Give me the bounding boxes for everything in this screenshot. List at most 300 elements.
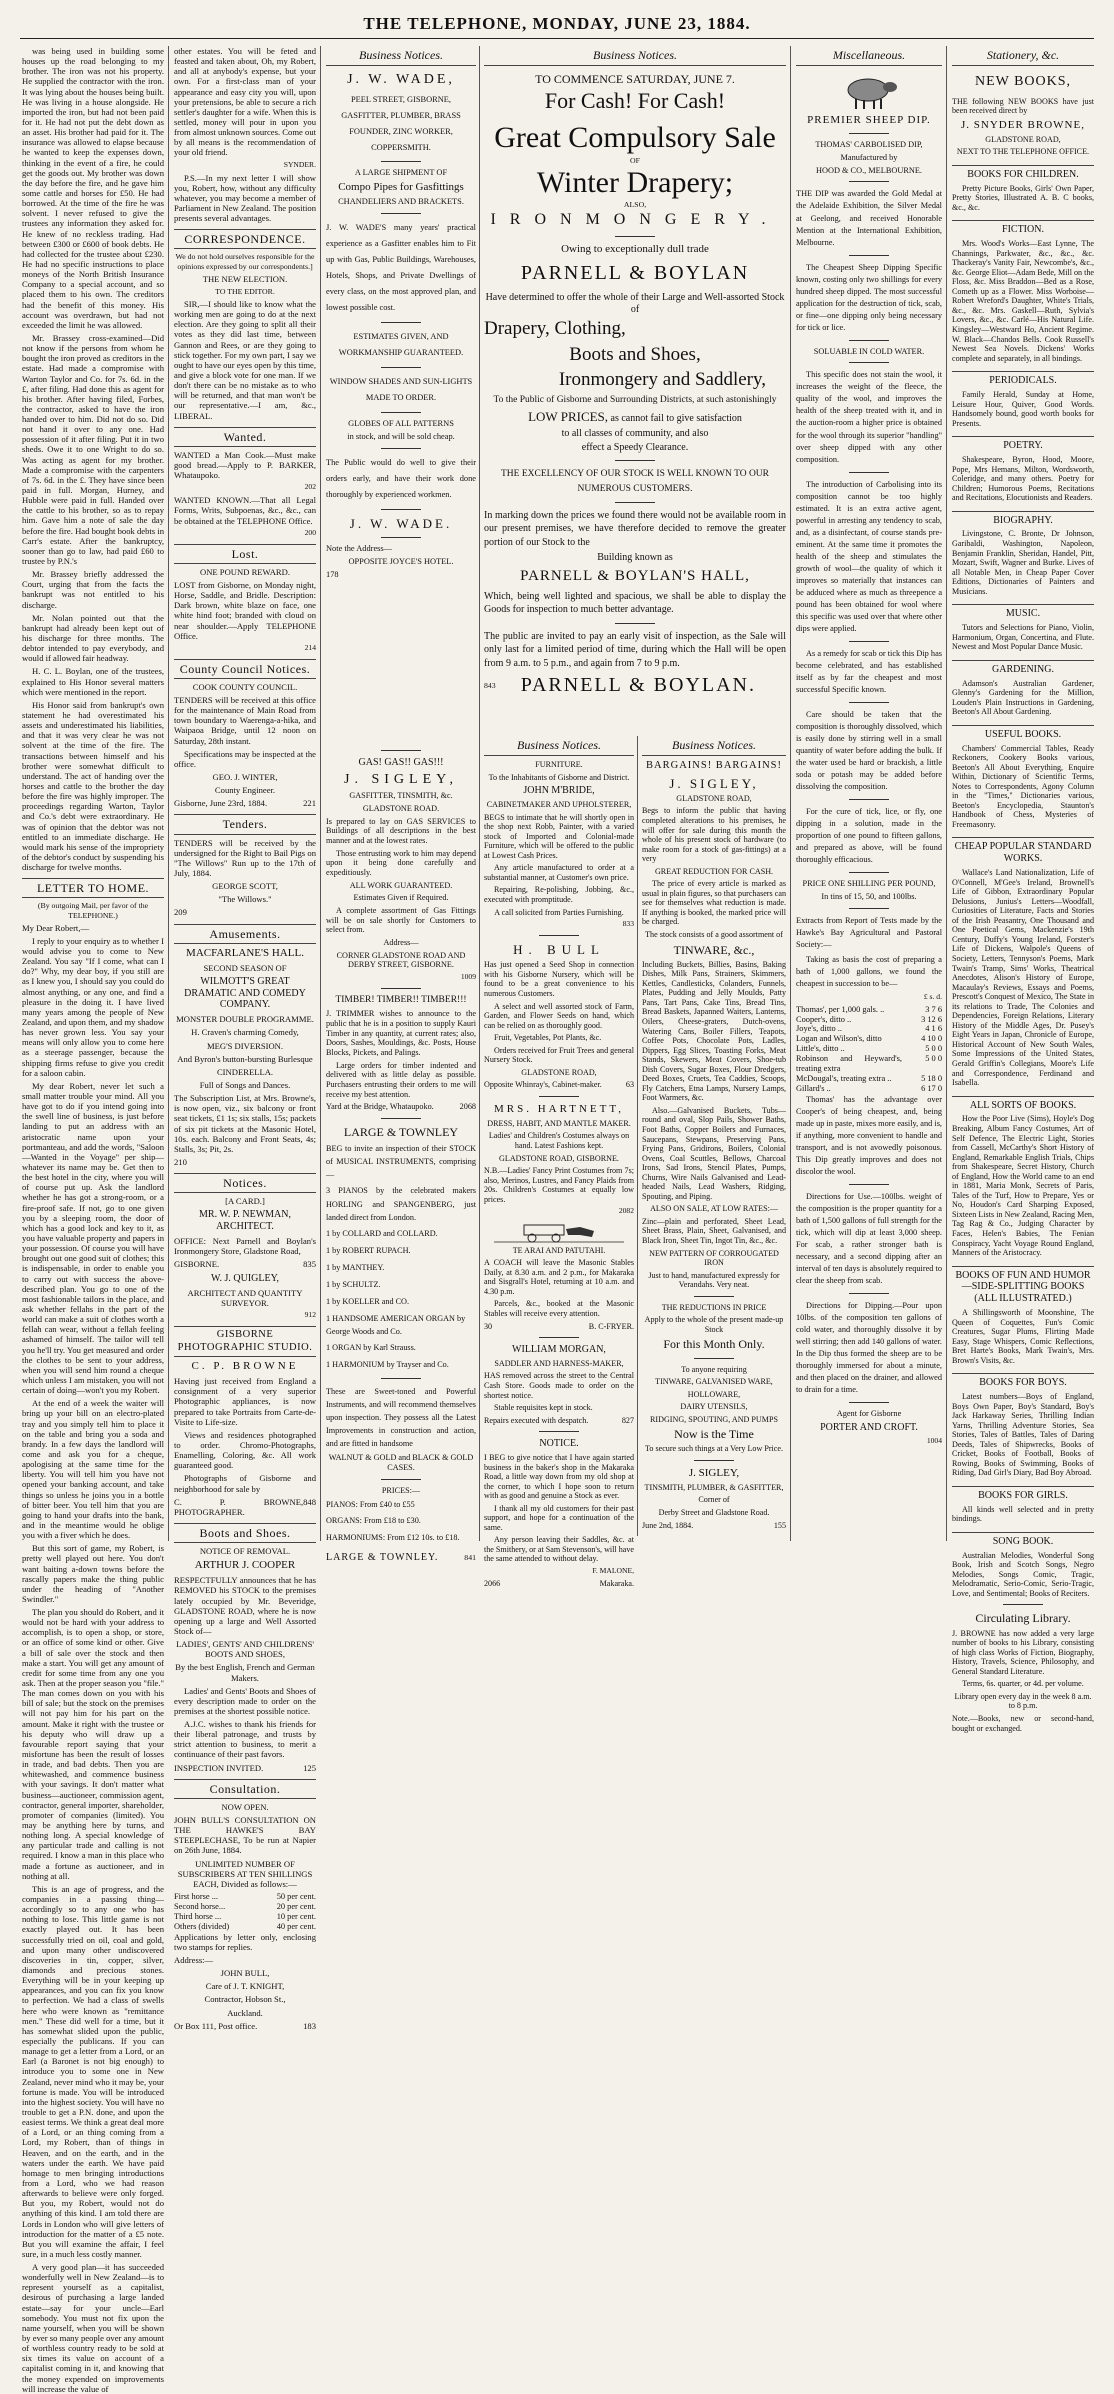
divider — [694, 1296, 734, 1297]
paragraph: Directions for Dipping.—Pour upon 10lbs. of the composition ten gallons of cold water, and thoroughly dissolve it by well stirring; then add 140 gallons of water. In the Dip thus formed the sheep are to be thoroughly immersed for about a minute, and then placed on the drainer, and allowed to drain for a time. — [796, 1301, 942, 1395]
advert-line: ALL WORK GUARANTEED. — [349, 880, 453, 890]
book-section-heading: BOOKS FOR BOYS. — [952, 1373, 1094, 1389]
advert-line: Corner of — [698, 1495, 730, 1505]
advert-line: DAIRY UTENSILS, — [680, 1402, 748, 1412]
prize-list — [174, 1892, 316, 1932]
advert-line: to all classes of community, and also — [561, 427, 709, 439]
divider — [381, 1118, 421, 1119]
advert-footer — [174, 1497, 316, 1517]
advert-title: Circulating Library. — [975, 1611, 1071, 1626]
column-heading: Business Notices. — [326, 46, 476, 66]
advert: Repairing, Re-polishing, Jobbing, &c., executed with promptitude. — [484, 885, 634, 904]
advert-line: To anyone requiring — [681, 1364, 747, 1374]
cost-value: 3 12 6 — [921, 1014, 942, 1024]
cost-name: Little's, ditto .. — [796, 1044, 845, 1054]
advert-line: Building known as — [597, 552, 673, 564]
cost-value: 5 18 0 — [921, 1073, 942, 1083]
advert-ref: 155 — [773, 1520, 786, 1530]
advert-title: MRS. HARTNETT, — [493, 1102, 625, 1115]
advert-line: By the best English, French and German Makers. — [175, 1662, 315, 1683]
advert: JOHN BULL'S CONSULTATION ON THE HAWKE'S BAY STEEPLECHASE, To be run at Napier on 26th June, 1884. — [174, 1815, 316, 1856]
advert-title: ONE POUND REWARD. — [200, 566, 290, 577]
advert-ref: 833 — [622, 919, 634, 929]
advert-line: To the Public of Gisborne and Surrounding Districts, at such astonishingly — [493, 394, 777, 405]
divider — [539, 935, 579, 936]
advert-line: Estimates Given if Required. — [353, 893, 449, 903]
advert-footer — [326, 1552, 476, 1564]
drapery-sale-advert — [484, 46, 786, 736]
advert-footer — [484, 1579, 634, 1589]
advert-ref: 912 — [304, 1310, 316, 1320]
advert-line: H. Craven's charming Comedy, — [191, 1027, 299, 1038]
book-sections — [952, 165, 1094, 1599]
advert-title: Drapery, Clothing, — [484, 318, 626, 340]
advert: RESPECTFULLY announces that he has REMOVED his STOCK to the premises lately occupied by Mr. Beveridge, GLADSTONE ROAD, where he is now opening up a large and Well Assorted Stock of— — [174, 1575, 316, 1636]
advert-ref: 202 — [304, 482, 316, 492]
divider — [381, 1479, 421, 1480]
paragraph: My dear Robert, never let such a small matter trouble your mind. All you have got to do if you intend going into the swell line of business, is just before landing to put an address with an aristocratic name upon your portmanteau, and add the words, "Saloon—Wanted in the Voyage" per ship—whatever its name may be. Get then to the best hotel in the city, where you will of course put up. Ask the landlord whether he has got a strong-room, or a fire-proof safe. If not, go to one given you by a sleeping room, the door of which has a good lock and key to it, as you have valuable property and papers in your possession. Of course you will have brought out one good suit of clothes; this is indispensable, in order to enable you to carry out with success the above-described plan. You go to one of the most fashionable tailors in the place, and ask whether fellahs in the part of the world can make a suit of clothes worth a fellah can wear, without a fellah feeling ashamed of himself. The tailor will tell you he'll try. You get measured and order the clothes to be sent to your address, when you will send him round a cheque which unless I am mistaken, you will not certain of doing—won't you my Robert. — [22, 1080, 164, 1396]
prize-amount: 20 per cent. — [276, 1901, 316, 1911]
divider — [381, 988, 421, 989]
advert-line: RIDGING, SPOUTING, AND PUMPS — [650, 1414, 778, 1424]
paragraph: At the end of a week the waiter will bring up your bill on an electro-plated tray and you simply tell him to place it on the table and bring you a soda and brandy. In a few days the landlord will come and ask you for a cheque, apologising at the same time for the liberty. You will tell him you have not opened your banking account, and take things so unless he joins you in a bottle of bitter beer. You tell him that you are going to hand your drafts into the bank, and in the meantime would he oblige you with a fiver which he does. — [22, 1398, 164, 1541]
advert: J. W. WADE'S many years' practical experience as a Gasfitter enables him to Fit up with Gas, Public Buildings, Warehouses, Hotels, Shops, and Private Dwellings of every class, on the most approved plan, and lowest possible cost. — [326, 223, 476, 313]
column-rule — [320, 46, 321, 1541]
divider — [615, 502, 655, 503]
advert-title: TIMBER! TIMBER!! TIMBER!!! — [335, 995, 467, 1006]
advert-line: CABINETMAKER AND UPHOLSTERER, — [486, 800, 632, 810]
advert-ref: 841 — [464, 1552, 476, 1562]
advert-title: TE ARAI AND PATUTAHI. — [512, 1245, 606, 1255]
advert-line: HOOD & CO., MELBOURNE. — [815, 165, 923, 175]
advert-title: Now is the Time — [674, 1427, 754, 1442]
cost-name: Logan and Wilson's, ditto — [796, 1034, 882, 1044]
advert-line: Address— — [383, 938, 419, 948]
advert-line: Makaraka. — [599, 1578, 634, 1588]
paragraph: A very good plan—it has succeeded wonderfully well in New Zealand—is to represent yourself as a capitalist, desirous of purchasing a large landed estate—say for your uncle—Earl somebody. You must not fix upon the name yourself, when you will be shown by ever so many people over any amount of worthless country ready to be sold at six times its value on account of a capitalist coming in it, and knowing that the money expended on improvements will increase the value of — [22, 2262, 164, 2394]
advert-line: Repairs executed with despatch. — [484, 1415, 589, 1425]
advert-title: C. P. BROWNE — [191, 1360, 299, 1373]
cost-row — [796, 1084, 942, 1094]
advert-line: Address:— — [174, 1954, 214, 1965]
book-section-heading: BIOGRAPHY. — [952, 511, 1094, 527]
advert-ref: 183 — [303, 2020, 316, 2031]
list-item: 1 by MANTHEY. — [326, 1262, 385, 1272]
advert-line: To secure such things at a Very Low Price. — [645, 1444, 783, 1454]
signature: F. MALONE, — [592, 1566, 634, 1576]
advert-title: MR. W. P. NEWMAN, ARCHITECT. — [199, 1209, 291, 1233]
divider — [615, 236, 655, 237]
advert-line: OF — [630, 155, 640, 165]
book-section-body: Latest numbers—Boys of England, Boys Own Paper, Boy's Standard, Boy's Jack Harkaway Series, Thrilling Indian Yarns, Thrilling Adventure Stories, Sea Stories, Tales of Battles, Tales of Daring Deeds, Tales of Shipwrecks, Books of Cricket, Books of Football, Books of Rowing, Books of Swimming, Books of Riding, Dad Girl's Diary, Bad Boy Abroad. — [952, 1392, 1094, 1478]
advert-line: CINDERELLA. — [216, 1066, 274, 1077]
column-rule — [637, 736, 638, 1536]
coach-body-shape — [524, 1225, 564, 1235]
section-heading: CORRESPONDENCE. — [174, 229, 316, 249]
advert: WANTED a Man Cook.—Must make good bread.—Apply to P. BARKER, Whataupoko. — [174, 449, 316, 481]
section-heading: LETTER TO HOME. — [22, 878, 164, 898]
paragraph: Taking as basis the cost of preparing a bath of 1,000 gallons, we found the cheapest in succession to be— — [796, 954, 942, 988]
prize-amount: 40 per cent. — [276, 1921, 316, 1931]
advert-ref: 214 — [304, 642, 316, 652]
paragraph: Extracts from Report of Tests made by the Hawke's Bay Agricultural and Pastoral Society:— — [796, 915, 942, 949]
advert-line: ALSO ON SALE, AT LOW RATES:— — [650, 1204, 778, 1214]
advert-title: Ironmongery and Saddlery, — [558, 369, 766, 391]
advert-footer — [174, 1763, 316, 1773]
advert: A COACH will leave the Masonic Stables Daily, at 8.30 a.m. and 2 p.m., for Makaraka and Sisgrall's Hotel, returning at 10 a.m. and 4.30 p.m. — [484, 1258, 634, 1296]
advert-line: Owing to exceptionally dull trade — [561, 243, 709, 256]
advert: The public are invited to pay an early visit of inspection, as the Sale will only last for a limited period of time, during which the Hall will be open from 9 a.m. to 5 p.m., and again from 7 to 9 p.m. — [484, 630, 786, 669]
advert-line: MONSTER DOUBLE PROGRAMME. — [176, 1014, 314, 1025]
book-section-body: Australian Melodies, Wonderful Song Book, Irish and Scotch Songs, Negro Melodies, Songs Comic, Tragic, Melodramatic, Serio-Comic, Serio-Tragic, Love, and Sentimental; Books of Reciters. — [952, 1550, 1094, 1598]
advert-footer — [484, 1322, 634, 1332]
paragraph: His Honor said from bankrupt's own statement he had overestimated his assets and underestimated his liabilities, and that it was very clear he was not solvent at the time of the fire. The transactions between himself and his brother were somewhat difficult to understand. The act of handing over the horses and cattle to the brother the day before the fire was highly improper. The proceedings regarding Warton, Taylor and Co.'s debt were extraordinary. He was of opinion that the debtor was not entitled to an immediate discharge. He would mark his sense of the impropriety of the debtor's conduct by suspending his discharge for twelve months. — [22, 699, 164, 873]
book-section-heading: POETRY. — [952, 436, 1094, 452]
advert-title: MACFARLANE'S HALL. — [186, 946, 304, 959]
advert-title: J. W. WADE. — [349, 515, 453, 531]
cost-value: 5 0 0 — [925, 1054, 942, 1064]
paragraph: was being used in building some houses up the road belonging to my brother. The iron was not his property. He supplied the contractor with the iron. It was lying about the houses being built. He was living in a house alongside. He imported the iron, but had not been paid for it. He had not put the debt down as an asset. His brother had paid for it. The insurance was allowed to elapse because he wanted to keep the expenses down, thinking in the event of a fire, he could get the goods out. My brother was down the day before the fire, and he gave him some cattle and horses for £50. He had borrowed. At the time of the fire he was solvent. I never refused to give the trustees any information they asked for. He knew of no reckless trading. Had between £300 or £600 of book debts. He had collected for the trustee about £230. He had no specific instructions to place moneys of the North British Insurance Company to a special account, and so placed them to his own. The creditors had the benefit of this money. His account was overdrawn, but had not exceeded the limit he was allowed. — [22, 46, 164, 330]
advert-title: NEW BOOKS, — [974, 74, 1072, 90]
cost-value: 4 10 0 — [921, 1034, 942, 1044]
divider — [539, 1337, 579, 1338]
book-section-heading: BOOKS FOR CHILDREN. — [952, 165, 1094, 181]
divider — [1003, 1604, 1043, 1605]
cost-name: Thomas', per 1,000 gals. .. — [796, 1004, 885, 1014]
advert-line: Terms, 6s. quarter, or 4d. per volume. — [962, 1679, 1084, 1689]
book-section-heading: BOOKS FOR GIRLS. — [952, 1486, 1094, 1502]
signature: B. C-FRYER. — [588, 1321, 634, 1331]
advert-ref: 209 — [174, 907, 187, 918]
divider — [849, 641, 889, 642]
advert-line: Contractor, Hobson St., — [204, 1994, 286, 2005]
advert-line: Note.—Books, new or second-hand, bought or exchanged. — [952, 1713, 1094, 1733]
advert: The price of every article is marked as usual in plain figures, so that purchasers can see for themselves what reduction is made. If anything is booked, the marked price will be charged. — [642, 879, 786, 927]
cost-row — [796, 1034, 942, 1044]
advert-ref: 2066 — [484, 1578, 501, 1588]
section-heading: Amusements. — [174, 924, 316, 944]
column-notices — [174, 46, 316, 2031]
cost-name: Cooper's, ditto .. — [796, 1014, 852, 1024]
advert-ref: 210 — [174, 1156, 187, 1167]
advert-line: Care of J. T. KNIGHT, — [205, 1981, 285, 1992]
divider — [849, 1184, 889, 1185]
paragraph: Thomas' has the advantage over Cooper's of being cheapest, and, being made up in paste, mixes more easily, and is, if anything, more convenient to handle and transport, and is not avowedly poisonous. This Dip greatly improves and does not discolor the wool. — [796, 1094, 942, 1176]
advert-footer — [484, 670, 786, 702]
advert: THE following NEW BOOKS have just been received direct by — [952, 96, 1094, 116]
sheep-body-shape — [848, 79, 888, 101]
section-heading: County Council Notices. — [174, 659, 316, 679]
advert-line: NEXT TO THE TELEPHONE OFFICE. — [956, 147, 1090, 157]
advert-line: LADIES', GENTS' AND CHILDRENS' BOOTS AND SHOES, — [176, 1639, 314, 1660]
advert-title: WILLIAM MORGAN, — [512, 1344, 606, 1356]
advert-footer — [174, 2021, 316, 2031]
cost-name: Joye's, ditto .. — [796, 1024, 842, 1034]
column-lower-adverts — [326, 744, 476, 1563]
prize-row — [174, 1892, 316, 1902]
advert: I BEG to give notice that I have again started business in the baker's shop in the Makaraka Road, a little way down from my old shop at the corner, to which I hope soon to return with as good and genuine a Stock as ever. — [484, 1453, 634, 1501]
book-section-body: Family Herald, Sunday at Home, Leisure Hour, Quiver, Good Words. Handsomely bound, good worth books for Presents. — [952, 389, 1094, 428]
advert: Orders received for Fruit Trees and general Nursery Stock. — [484, 1045, 634, 1065]
advert-line: DRESS, HABIT, AND MANTLE MAKER. — [487, 1118, 631, 1128]
advert-line: Apply to the whole of the present made-up Stock — [644, 1315, 784, 1334]
advert-line: GLADSTONE ROAD, — [676, 793, 752, 803]
signature: GEORGE SCOTT, — [212, 881, 278, 892]
column-heading: Stationery, &c. — [952, 46, 1094, 66]
advert-ref: 848 — [303, 1496, 316, 1507]
advert-line: GLADSTONE ROAD. — [362, 803, 440, 813]
advert-title: Compo Pipes for Gasfittings — [338, 181, 464, 194]
signature: GEO. J. WINTER, — [212, 772, 278, 783]
advert: A complete assortment of Gas Fittings will be on sale shortly for Customers to select from. — [326, 906, 476, 935]
masthead: THE TELEPHONE, MONDAY, JUNE 23, 1884. — [363, 14, 751, 33]
list-item: 1 by COLLARD and COLLARD. — [326, 1228, 438, 1238]
advert-line: GISBORNE. — [174, 1259, 220, 1270]
advert-title: NOTICE. — [539, 1438, 579, 1450]
column-rule — [946, 46, 947, 1541]
advert: I thank all my old customers for their past support, and hope for a continuation of the same. — [484, 1503, 634, 1532]
letter-to: TO THE EDITOR. — [215, 286, 275, 296]
advert: BEG to invite an inspection of their STOCK of MUSICAL INSTRUMENTS, comprising— — [326, 1144, 476, 1180]
advert-title: PARNELL & BOYLAN. — [520, 674, 756, 697]
advert: Just to hand, manufactured expressly for Verandahs. Very neat. — [648, 1270, 780, 1290]
divider — [381, 509, 421, 510]
divider — [539, 1096, 579, 1097]
advert: Ladies' and Children's Costumes always on hand. Latest Fashions kept. — [488, 1131, 630, 1150]
advert-title: J. SNYDER BROWNE, — [961, 118, 1085, 131]
cost-list — [796, 1005, 942, 1094]
paragraph: This is an age of progress, and the companies in a passing thing—accordingly so to any one who has nothing to lose. This little game is not exactly played out. It has been successfully tried on oil, coal and gold, and upon many other undiscovered discoveries in tin, copper, silver, diamonds and precious stones. Everything will be in your keeping up appearances, and you can fix you know to perfection. We had a class of swells here who were known as "remittance men." These did well for a time, but it has somewhat slided upon the public, especially the publicans. If you can manage to get a letter from a Lord, or an Earl (a Baronet is not big enough) to introduce you to some one in New Zealand, never mind who it may be, your fortune is made. You will be introduced into the highest society. You will have no trouble to get a P.N. done, and upon the easiest terms. We think a great deal more of a Lord, or an thing coming from a Lord, my Robert, than of things in Heaven, and on the earth, and in the waters under the earth. We have paid homage to men bringing introductions from a Lord, who we had reason afterwards to believe were only forged. But you, my Robert, would not do anything of this kind. I am told there are Lords in London who will give letters of introduction for the matter of a £5 note. But you will examine the affair, I feel sure, in a much less costly manner. — [22, 1883, 164, 2259]
advert: These are Sweet-toned and Powerful Instruments, and will recommend themselves upon inspection. They possess all the Latest Improvements in construction and action, and are fitted in handsome — [326, 1386, 476, 1449]
cost-name: McDougal's, treating extra .. — [796, 1073, 892, 1083]
advert-title: TINWARE, &c., — [673, 942, 755, 957]
advert-footer — [174, 798, 316, 808]
advert-ref: 2068 — [459, 1102, 476, 1112]
divider — [381, 213, 421, 214]
advert: The Public would do well to give their orders early, and have their work done thoroughly by experienced workmen. — [326, 457, 476, 499]
paragraph: Care should be taken that the composition is thoroughly dissolved, which is easily done by stirring well in a small quantity of water before adding the bulk. If the water used be hard or brackish, a little soda or potash may be added before dissolving the composition. — [796, 709, 942, 791]
advert-title: PORTER AND CROFT. — [820, 1421, 918, 1433]
cost-value: 3 7 6 — [925, 1004, 942, 1014]
paragraph: For the cure of tick, lice, or fly, one dipping in a solution, made in the proportion of one pound to fifteen gallons, and prepared as above, will be found thoroughly efficacious. — [796, 806, 942, 864]
advert-line: OPPOSITE JOYCE'S HOTEL. — [348, 556, 454, 566]
advert-title: LARGE & TOWNLEY. — [326, 1551, 439, 1563]
advert-ref: 843 — [484, 681, 496, 691]
book-section-body: Tutors and Selections for Piano, Violin, Harmonium, Organ, Concertina, and Flute. Newest and Most Popular Dance Music. — [952, 623, 1094, 652]
divider — [849, 181, 889, 182]
cost-row — [796, 1054, 942, 1074]
advert-line: Yard at the Bridge, Whataupoko. — [326, 1102, 434, 1112]
advert-title: ARTHUR J. COOPER — [194, 1559, 296, 1572]
column-rule — [790, 46, 791, 1541]
advert: Applications by letter only, enclosing two stamps for replies. — [174, 1931, 316, 1952]
advert: BEGS to intimate that he will shortly open in the shop next Robb, Painter, with a varied stock of Imported and Colonial-made Furniture, which will be offered to the public at Lowest Cash Prices. — [484, 812, 634, 860]
advert-title: J. SIGLEY, — [688, 1466, 740, 1479]
advert-line: PRICE ONE SHILLING PER POUND, — [802, 879, 936, 888]
paragraph: The plan you should do Robert, and it would not be hard with your address to accomplish, is to open a shop, or store, or an office of some kind or other. Give a bill of sale over the stock and then make a start. You will get any amount of credit for some time from any one you ask. Then at the proper season you "file." The man comes down on you with his bill of sale; but the stock on the premises will not pay him for his part on the amount. Make it right with the trustee or his deputy who will draw up a favourable report saying that your misfortune has been the result of losses in trade, and bad debts. Then you are whitewashed, and commence business with your savings. It don't matter what business—auctioneer, commission agent, contractor, general importer, shareholder, promoter of companies (limited). You may be anything here by turns, and nothing long. A special knowledge of any particular trade and calling is not required. I know a man in this place who made a fortune as auctioneer, and in nothing at all. — [22, 1607, 164, 1881]
advert-title: PREMIER SHEEP DIP. — [807, 114, 931, 127]
cost-row — [796, 1015, 942, 1025]
divider — [849, 702, 889, 703]
book-section-body: Wallace's Land Nationalization, Life of O'Connell, M'Gee's Ireland, Brownell's Life of Gibbon, Extraordinary Popular Delusions, Junius's Letters—Woodfall, Curiosities of Literature, Facts and Stories of the Irish Peasantry, One Thousand and One Poetical Gems, Mackenzie's 19th Century, Duffy's Young Ireland, Forster's Life of Dickens, Walpole's Queens of Society, Letters, Tennyson's Poems, Mark Twain's Tramp, Sims' Works, Theatrical Anecdotes, Alison's History of Europe, Macaulay's Reviews, Essays and Poems, Prescott's Conquest of Mexico, The State in its relations to Trade, The Colonies and Dependencies, Foreign Relations, Literary History of the Middle Ages, Dr. Pusey's Eight Years in Japan, Chronicle of Europe, Historical Account of New South Wales, Some Impressions of the United States, Gerald Griffin's Collegians, Moore's Life and Correspondence, Ferdinand and Isabella. — [952, 868, 1094, 1088]
advert-title: IRONMONGERY. — [490, 211, 780, 229]
paragraph: The introduction of Carbolising into its composition cannot be too highly estimated. It is an extra active agent, powerful in arresting any tendency to scab, and, as a disinfectant, of course stands pre-eminent. At the same time it promotes the health of the sheep and stimulates the growth of wool—the quality of which it improves so materially that instances can be adduced where as much as threepence a pound has been obtained for wool where this specific was used over that where other dips were applied. — [796, 479, 942, 633]
advert-line: GASFITTER, TINSMITH, &c. — [349, 791, 453, 801]
book-section-heading: USEFUL BOOKS. — [952, 725, 1094, 741]
paragraph: But this sort of game, my Robert, is pretty well played out here. You don't want baiting a-down towns before the rascally papers make the thing public under the heading of "Another Swindler." — [22, 1543, 164, 1604]
prize-label: Second horse... — [174, 1901, 226, 1911]
advert-title: J. SIGLEY, — [344, 771, 458, 787]
advert-title: J. W. WADE, — [347, 72, 455, 88]
advert: Stable requisites kept in stock. — [494, 1403, 593, 1413]
divider — [849, 133, 889, 134]
divider — [849, 799, 889, 800]
list-item: 1 HARMONIUM by Trayser and Co. — [326, 1359, 449, 1369]
divider — [381, 412, 421, 413]
advert: Is prepared to lay on GAS SERVICES to Buildings of all descriptions in the best manner and at the lowest rates. — [326, 816, 476, 845]
advert-line: CORNER GLADSTONE ROAD AND DERBY STREET, GISBORNE. — [336, 950, 466, 970]
advert-footer — [484, 1080, 634, 1090]
advert-ref: 1009 — [460, 972, 476, 982]
column-court-report — [22, 46, 164, 2394]
divider — [381, 448, 421, 449]
advert-title: FURNITURE. — [535, 760, 583, 770]
paragraph: Mr. Nolan pointed out that the bankrupt had already been kept out of his discharge for three months. The debtor intended to pay everybody, and would if allowed fair headway. — [22, 612, 164, 664]
paragraph: THE DIP was awarded the Gold Medal at the Adelaide Exhibition, the Silver Medal at Geelong, and received Honorable Mention at the International Exhibition, Melbourne. — [796, 189, 942, 247]
advert: Ladies' and Gents' Boots and Shoes of every description made to order on the premises at the shortest possible notice. — [174, 1685, 316, 1716]
cost-value: 6 17 0 — [921, 1083, 942, 1093]
section-heading: Boots and Shoes. — [174, 1523, 316, 1543]
advert-line: PRICES:— — [381, 1485, 421, 1495]
advert-footer — [642, 1521, 786, 1531]
advert-line: INSPECTION INVITED. — [174, 1762, 264, 1773]
section-heading: Notices. — [174, 1173, 316, 1193]
advert: In marking down the prices we found there would not be available room in our present premises, we have therefore decided to remove the greater portion of our Stock to the — [484, 509, 786, 548]
paragraph: Mr. Brassey briefly addressed the Court, urging that from the facts the bankrupt was not entitled to his discharge. — [22, 569, 164, 610]
divider — [381, 537, 421, 538]
prize-label: First horse ... — [174, 1892, 218, 1902]
advert: Including Buckets, Billies, Basins, Baking Dishes, Milk Pans, Strainers, Skimmers, Kettles, Candlesticks, Colanders, Funnels, Plates, Pudding and Jelly Moulds, Patty Pans, Tart Pans, Cake Tins, Bread Tins, Bread Baskets, Japanned Waiters, Lanterns, Oilers, Cheese-graters, Dutch-ovens, Watering Cans, Boiler Fillers, Teapots, Coffee Pots, Chocolate Pots, Ladles, Dippers, Egg Slices, Toasting Forks, Meat Stands, Skewers, Meat Covers, Shoe-tub Dish Covers, Sugar Boxes, Flour Dredgers, Deed Boxes, Cruets, Tea Caddies, Scoops, Fly Catchers, Etna Lamps, Nursery Lamps, Foot Warmers, &c. — [642, 959, 786, 1103]
advert: Having just received from England a consignment of a very superior Photographic appliances, is now prepared to take Portraits from Carte-de-Visite to Life-size. — [174, 1376, 316, 1427]
advert-line: PEEL STREET, GISBORNE, — [350, 94, 452, 104]
coach-illustration — [484, 1219, 634, 1243]
list-item: ORGANS: From £18 to £30. — [326, 1516, 421, 1526]
cost-value: 4 1 6 — [925, 1024, 942, 1034]
advert-line: as cannot fail to give satisfaction — [610, 412, 742, 424]
advert-line: GREAT REDUCTION FOR CASH. — [654, 866, 774, 876]
advert-line: ALSO, — [623, 200, 647, 210]
prize-row — [174, 1902, 316, 1912]
signature: SYNDER. — [283, 159, 316, 169]
cost-row — [796, 1005, 942, 1015]
advert: The Subscription List, at Mrs. Browne's, is now open, viz., six balcony or front seat tickets, £1 1s; six stalls, 15s; packets of six pit tickets at the Masonic Hotel, 10s. each. Balcony and Front Seats, 4s; Stalls, 3s; Pit, 2s. — [174, 1093, 316, 1154]
advert: Any person leaving their Saddles, &c. at the Smithery, or at Sam Stevenson's, will have the same attended to without delay. — [484, 1535, 634, 1564]
advert-footer — [326, 1102, 476, 1112]
advert: Begs to inform the public that having completed alterations to his premises, he will offer for sale during this month the whole of his present stock of hardware (to make room for a stock of gas-fittings) at a very — [642, 806, 786, 864]
book-section-heading: ALL SORTS OF BOOKS. — [952, 1096, 1094, 1112]
advert-line: NEW PATTERN OF CORROUGATED IRON — [649, 1248, 779, 1268]
advert: TENDERS will be received at this office for the maintenance of Main Road from town boundary to Waerenga-a-hika, and Waipaoa Bridge, until 12 noon on Saturday, 28th instant. — [174, 695, 316, 746]
paragraph: P.S.—In my next letter I will show you, Robert, how, without any difficulty whatever, you may become a member of Parliament in New Zealand. The position presents several advantages. — [174, 172, 316, 224]
book-section-heading: GARDENING. — [952, 660, 1094, 676]
advert-line: Derby Street and Gladstone Road. — [658, 1508, 770, 1518]
advert-line: SECOND SEASON OF — [203, 962, 287, 973]
advert: A.J.C. wishes to thank his friends for their liberal patronage, and trusts by strict attention to business, to merit a continuance of their past favors. — [174, 1719, 316, 1760]
cost-row — [796, 1044, 942, 1054]
advert-line: THE EXCELLENCY OF OUR STOCK IS WELL KNOWN TO OUR NUMEROUS CUSTOMERS. — [500, 469, 770, 494]
divider — [849, 255, 889, 256]
advert: HAS removed across the street to the Central Cash Store. Goods made to order on the shortest notice. — [484, 1371, 634, 1400]
signature: C. P. BROWNE, PHOTOGRAPHER. — [174, 1496, 304, 1517]
prize-row — [174, 1912, 316, 1922]
cost-name: Gillard's .. — [796, 1083, 831, 1093]
cost-value: 5 0 0 — [925, 1044, 942, 1054]
section-heading: Lost. — [174, 544, 316, 564]
advert-ref: 200 — [304, 527, 316, 537]
divider — [849, 362, 889, 363]
prize-amount: 10 per cent. — [276, 1911, 316, 1921]
advert: Specifications may be inspected at the office. — [174, 748, 316, 769]
list-item: 1 HANDSOME AMERICAN ORGAN by George Woods and Co. — [326, 1313, 466, 1336]
paragraph: Directions for Use.—100lbs. weight of the composition is the proper quantity for a bath of 1,500 gallons of full strength for the tick, which will dip at least 3,000 sheep. For scab, a rather stronger bath is necessary, and a second dipping after an interval of ten days is absolutely required to clear the sheep from scab. — [796, 1191, 942, 1285]
advert-line: A call solicited from Parties Furnishing. — [494, 907, 624, 917]
advert-line: Library open every day in the week 8 a.m. to 8 p.m. — [954, 1691, 1092, 1711]
advert: J. BROWNE has now added a very large number of books to his Library, consisting of high class Works of Fiction, Biography, History, Travels, Science, Philosophy, and General Standard Literature. — [952, 1628, 1094, 1676]
advert-line: SADDLER AND HARNESS-MAKER, — [494, 1358, 624, 1368]
advert: Photographs of Gisborne and neighborhood for sale by — [174, 1473, 316, 1494]
divider — [849, 1402, 889, 1403]
advert-emphasis: LOW PRICES, — [528, 408, 609, 424]
advert-title: COOK COUNTY COUNCIL. — [192, 681, 298, 692]
advert-line — [484, 409, 786, 425]
advert-line: Or Box 111, Post office. — [174, 2020, 258, 2031]
book-section-body: Mrs. Wood's Works—East Lynne, The Channings, Parkwater, &c., &c., &c. Thackeray's Vanity Fair, Newcombe's, &c., &c. George Eliot—Adam Bede, Mill on the Floss, &c. Miss Braddon—Bed as a Rose, Cometh up as a Flower. Miss Worboise—Robert Wreford's Daughter, White's Trials, &c., &c. Mrs. Gaskell—Ruth, Sylvia's Lovers, &c., &c. Carlé—His Natural Life. Kingsley—Westward Ho, Ancient Regime. W. Black—Chandos Bells. Cook Russell's Newest Sea Novels. Dickens' Works complete and separately, in all bindings. — [952, 239, 1094, 363]
book-section-heading: SONG BOOK. — [952, 1532, 1094, 1548]
advert-title: W. J. QUIGLEY, — [210, 1273, 280, 1285]
advert: Which, being well lighted and spacious, we shall be able to display the Goods for inspection to much better advantage. — [484, 590, 786, 616]
advert: Has just opened a Seed Shop in connection with his Gisborne Nursery, which will be found to be a great convenience to his numerous Customers. — [484, 960, 634, 998]
cost-name: Robinson and Heyward's, treating extra — [796, 1054, 902, 1074]
advert-ref: 125 — [303, 1762, 316, 1773]
paragraph: I reply to your enquiry as to whether I would advise you to come to New Zealand. You say "If I come, what can I do?" Why, my dear boy, if you still are as I knew you, I should say you could do almost anything, or any one, and find a pleasure in the doing it. I have lived many years among the people of New Zealand, and upon them, and my shadow has never grown less. You say your means will only allow you to come here as a steerage passenger, because the shipping firms refuse to give you credit for a saloon cabin. — [22, 935, 164, 1078]
advert-title: LARGE & TOWNLEY — [343, 1124, 459, 1139]
advert: LOST from Gisborne, on Monday night, Horse, Saddle, and Bridle. Description: Dark brown, white blaze on face, one white hind foot; branded with cloud on near shoulder.—Apply TELEPHONE Office. — [174, 579, 316, 641]
advert-line: Agent for Gisborne — [836, 1409, 902, 1419]
advert-ref: 835 — [303, 1259, 316, 1270]
advert-ref: 2082 — [618, 1206, 634, 1216]
advert-line: SOLUABLE IN COLD WATER. — [813, 346, 925, 356]
signature: County Engineer. — [214, 785, 276, 796]
prize-amount: 50 per cent. — [276, 1892, 316, 1902]
divider — [381, 322, 421, 323]
advert-line: effect a Speedy Clearance. — [581, 442, 689, 454]
advert: N.B.—Ladies' Fancy Print Costumes from 7s; also, Merinos, Lustres, and Fancy Plaids from 20s. Children's Costumes at equally low prices. — [484, 1166, 634, 1204]
divider — [539, 1431, 579, 1432]
advert-line: WALNUT & GOLD and BLACK & GOLD CASES. — [328, 1453, 474, 1472]
cost-row — [796, 1074, 942, 1084]
advert: Those entrusting work to him may depend upon it being done carefully and expeditiously. — [326, 848, 476, 878]
book-section-heading: FICTION. — [952, 220, 1094, 236]
advert: Views and residences photographed to order. Chromo-Photographs, Enamelling, Coloring, &c. All work guaranteed good. — [174, 1429, 316, 1471]
sheep-head-shape — [883, 82, 897, 92]
advert-footer — [174, 1259, 316, 1269]
subheading: (By outgoing Mail, per favor of the TELEPHONE.) — [37, 901, 149, 920]
section-heading: Tenders. — [174, 814, 316, 834]
advert-line: To the Inhabitants of Gisborne and District. — [488, 772, 630, 782]
divider — [615, 460, 655, 461]
divider — [849, 1293, 889, 1294]
advert-line: WINDOW SHADES AND SUN-LIGHTS MADE TO ORDER. — [329, 377, 473, 402]
